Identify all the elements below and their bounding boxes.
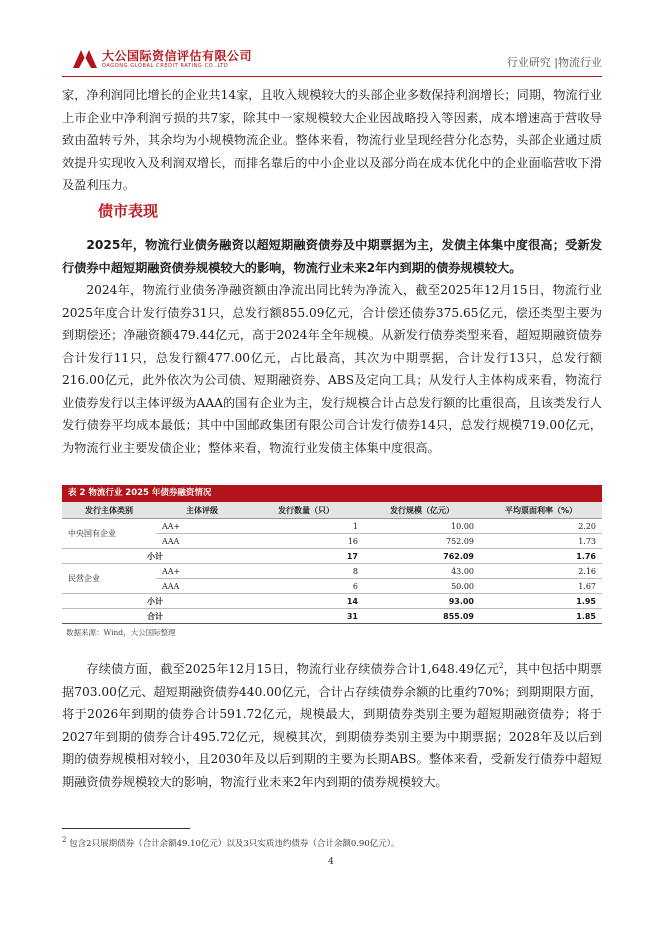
table-header: 发行规模（亿元） (364, 502, 480, 519)
table-source: 数据来源：Wind，大公国际整理 (66, 628, 176, 637)
subtotal-row (62, 549, 602, 564)
subtotal-label: 小计 (62, 549, 248, 564)
rate-cell: 1.73 (480, 534, 602, 549)
company-name-en: DAGONG GLOBAL CREDIT RATING CO.,LTD (102, 63, 229, 69)
footnote-text: 包含2只展期债券（合计余额49.10亿元）以及3只实质违约债券（合计余额0.90亿元）。 (69, 838, 400, 849)
count-cell: 6 (248, 579, 364, 594)
paragraph-issuance: 2024年，物流行业债务净融资额由净流出同比转为净流入，截至2025年12月15日，物流行业2025年度合计发行债券31只，总发行额855.09亿元，合计偿还债券375.65亿元，偿还类型主要为到期偿还；净融资额479.44亿元，高于2024年全年规模。从新发行债券类型来看，超短期融资债券合计发行11只，总发行额477.00亿元，占比最高，其次为中期票据，合计发行13只，总发行额216.00亿元，此外依次为公司债、短期融资券、ABS及定向工具；从发行人主体构成来看，物流行业债券发行以主体评级为AAA的国有企业为主，发行规模合计占总发行额的比重很高，且该类发行人发行债券平均成本最低；其中中国邮政集团有限公司合计发行债券14只，总发行规模719.00亿元，为物流行业主要发债企业；整体来看，物流行业发债主体集中度很高。 (62, 283, 602, 455)
header-section-label: 行业研究 |物流行业 (506, 56, 602, 69)
amount-cell: 50.00 (364, 579, 480, 594)
table-header: 主体评级 (156, 502, 248, 519)
amount-cell: 762.09 (364, 549, 480, 564)
paragraph-outstanding (62, 655, 602, 793)
amount-cell: 10.00 (364, 519, 480, 534)
outstanding-text-part2: ，其中包括中期票据703.00亿元、超短期融资债券440.00亿元，合计占存续债券余额的比重约70%；到期期限方面，将于2026年到期的债券合计591.72亿元，规模最大，到期债券类别主要为超短期融资债券；将于2027年到期的债券合计495.72亿元，规模其次，到期债券类别主要为中期票据；2028年及以后到期的债券规模相对较小，且2030年及以后到期的主要为长期ABS。整体来看，受新发行债券中超短期融资债券规模较大的影响，物流行业未来2年内到期的债券规模较大。 (62, 662, 602, 789)
amount-cell: 43.00 (364, 564, 480, 579)
amount-cell: 93.00 (364, 594, 480, 609)
total-row (62, 609, 602, 624)
rate-cell: 2.20 (480, 519, 602, 534)
bond-financing-table (62, 485, 602, 638)
dagong-logo-icon (72, 48, 98, 70)
count-cell: 14 (248, 594, 364, 609)
footnote-divider (62, 828, 190, 829)
company-name: 大公国际资信评估有限公司 (102, 49, 253, 63)
count-cell: 31 (248, 609, 364, 624)
amount-cell: 855.09 (364, 609, 480, 624)
page-number: 4 (328, 857, 334, 867)
count-cell: 17 (248, 549, 364, 564)
amount-cell: 752.09 (364, 534, 480, 549)
section-title: 债市表现 (98, 202, 159, 220)
footnote (62, 836, 400, 849)
rating-cell: AAA (156, 534, 248, 549)
table-row (62, 519, 602, 534)
rating-cell: AA+ (156, 519, 248, 534)
footnote-marker: 2 (62, 836, 67, 844)
count-cell: 16 (248, 534, 364, 549)
table-row (62, 564, 602, 579)
rate-cell: 1.67 (480, 579, 602, 594)
rate-cell: 1.76 (480, 549, 602, 564)
table-header: 发行主体类别 (62, 502, 156, 519)
category-cell: 民营企业 (62, 564, 156, 594)
footnote-ref: 2 (498, 662, 504, 670)
rate-cell: 1.95 (480, 594, 602, 609)
subtotal-row (62, 594, 602, 609)
total-label: 合计 (62, 609, 248, 624)
table-header: 平均票面利率（%） (480, 502, 602, 519)
rating-cell: AAA (156, 579, 248, 594)
rate-cell: 2.16 (480, 564, 602, 579)
table-body (62, 502, 602, 624)
category-cell: 中央国有企业 (62, 519, 156, 549)
outstanding-text-part1: 存续债方面，截至2025年12月15日，物流行业存续债券合计1,648.49亿元 (86, 662, 499, 677)
rating-cell: AA+ (156, 564, 248, 579)
count-cell: 8 (248, 564, 364, 579)
page-header (62, 44, 602, 78)
count-cell: 1 (248, 519, 364, 534)
paragraph-summary-bold: 2025年，物流行业债务融资以超短期融资债券及中期票据为主，发债主体集中度很高；受新发行债券中超短期融资债券规模较大的影响，物流行业未来2年内到期的债券规模较大。 (62, 238, 602, 275)
table-header: 发行数量（只） (248, 502, 364, 519)
header-divider (62, 76, 602, 77)
table-header-row (62, 502, 602, 519)
rate-cell: 1.85 (480, 609, 602, 624)
table-caption: 表 2 物流行业 2025 年债券融资情况 (62, 485, 602, 502)
subtotal-label: 小计 (62, 594, 248, 609)
paragraph-profit: 家，净利润同比增长的企业共14家，且收入规模较大的头部企业多数保持利润增长；同期，物流行业上市企业中净利润亏损的共7家，除其中一家规模较大企业因战略投入等因素，成本增速高于营收导致由盈转亏外，其余均为小规模物流企业。整体来看，物流行业呈现经营分化态势，头部企业通过质效提升实现收入及利润双增长，而排名靠后的中小企业以及部分尚在成本优化中的企业面临营收下滑及盈利压力。 (62, 88, 602, 192)
